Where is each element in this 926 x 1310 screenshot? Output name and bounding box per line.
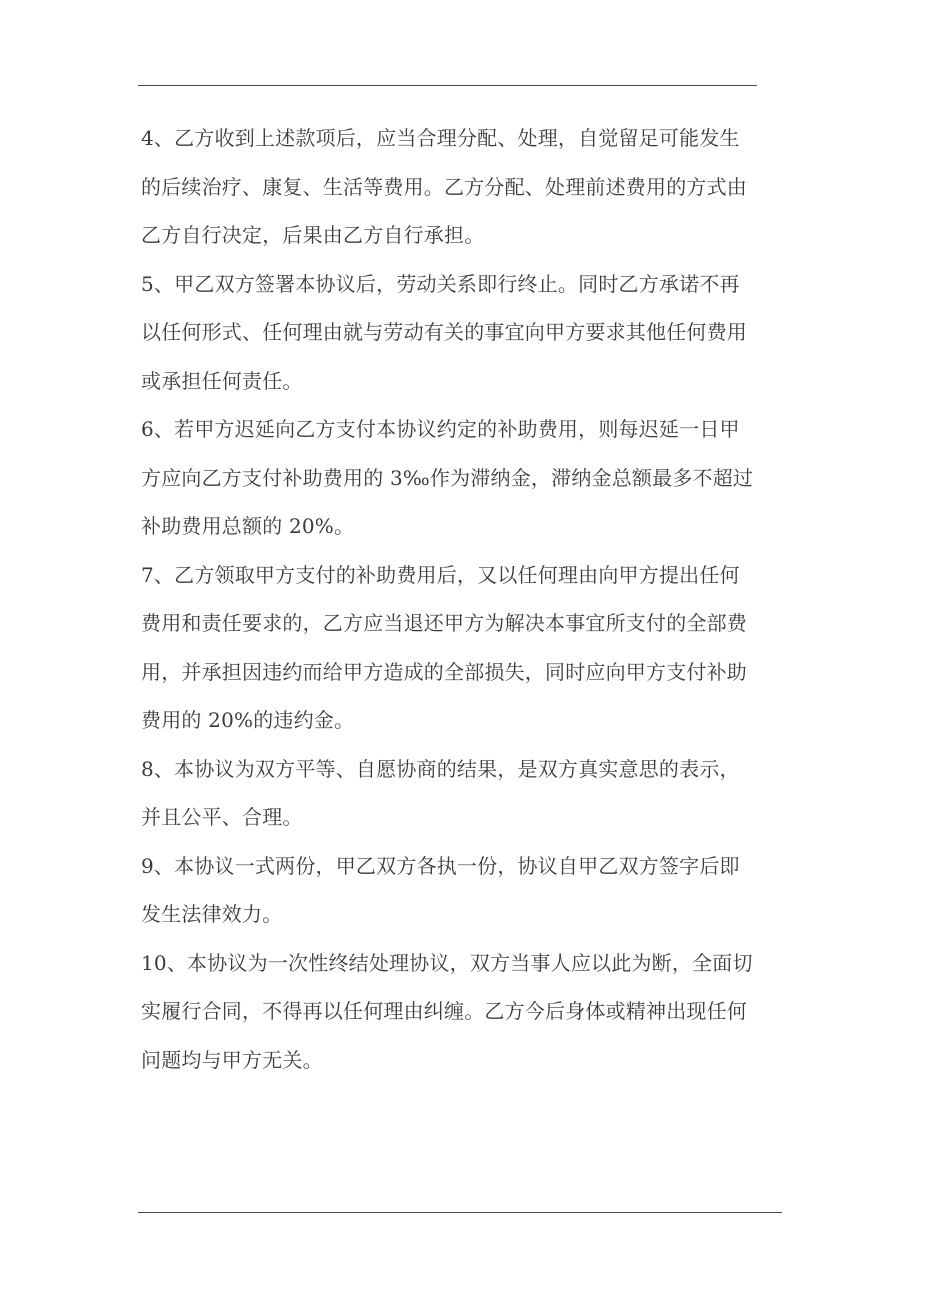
clause-10 bbox=[141, 939, 791, 1085]
clause-line: 乙方自行决定，后果由乙方自行承担。 bbox=[141, 223, 485, 247]
clause-line: 费用和责任要求的，乙方应当退还甲方为解决本事宜所支付的全部费 bbox=[141, 611, 747, 635]
clause-line: 的后续治疗、康复、生活等费用。乙方分配、处理前述费用的方式由 bbox=[141, 174, 747, 199]
clause-line: 以任何形式、任何理由就与劳动有关的事宜向甲方要求其他任何费用 bbox=[141, 320, 747, 344]
clause-9 bbox=[141, 842, 791, 939]
clause-line: 用，并承担因违约而给甲方造成的全部损失，同时应向甲方支付补助 bbox=[141, 659, 747, 684]
clause-line: 7、乙方领取甲方支付的补助费用后，又以任何理由向甲方提出任何 bbox=[141, 562, 740, 587]
clause-line: 8、本协议为双方平等、自愿协商的结果，是双方真实意思的表示， bbox=[141, 756, 740, 781]
clause-line: 或承担任何责任。 bbox=[141, 368, 303, 393]
clause-6 bbox=[141, 405, 791, 551]
clause-line: 5、甲乙双方签署本协议后，劳动关系即行终止。同时乙方承诺不再 bbox=[141, 271, 740, 296]
clause-7 bbox=[141, 551, 791, 745]
clause-line: 方应向乙方支付补助费用的 3‰作为滞纳金，滞纳金总额最多不超过 bbox=[141, 465, 754, 490]
clause-line: 并且公平、合理。 bbox=[141, 805, 303, 829]
clause-line: 6、若甲方迟延向乙方支付本协议约定的补助费用，则每迟延一日甲 bbox=[141, 417, 740, 441]
clause-line: 发生法律效力。 bbox=[141, 902, 283, 926]
clause-line: 费用的 20%的违约金。 bbox=[141, 708, 355, 732]
document-body bbox=[141, 114, 791, 1084]
clause-line: 9、本协议一式两份，甲乙双方各执一份，协议自甲乙双方签字后即 bbox=[141, 853, 740, 878]
clause-8 bbox=[141, 745, 791, 842]
clause-5 bbox=[141, 260, 791, 406]
clause-line: 4、乙方收到上述款项后，应当合理分配、处理，自觉留足可能发生 bbox=[141, 126, 740, 150]
clause-4 bbox=[141, 114, 791, 260]
clause-line: 10、本协议为一次性终结处理协议，双方当事人应以此为断，全面切 bbox=[141, 950, 753, 975]
footer-rule bbox=[138, 1212, 782, 1213]
clause-line: 问题均与甲方无关。 bbox=[141, 1047, 323, 1072]
header-rule bbox=[138, 85, 757, 86]
clause-line: 补助费用总额的 20%。 bbox=[141, 514, 355, 538]
clause-line: 实履行合同，不得再以任何理由纠缠。乙方今后身体或精神出现任何 bbox=[141, 999, 747, 1023]
